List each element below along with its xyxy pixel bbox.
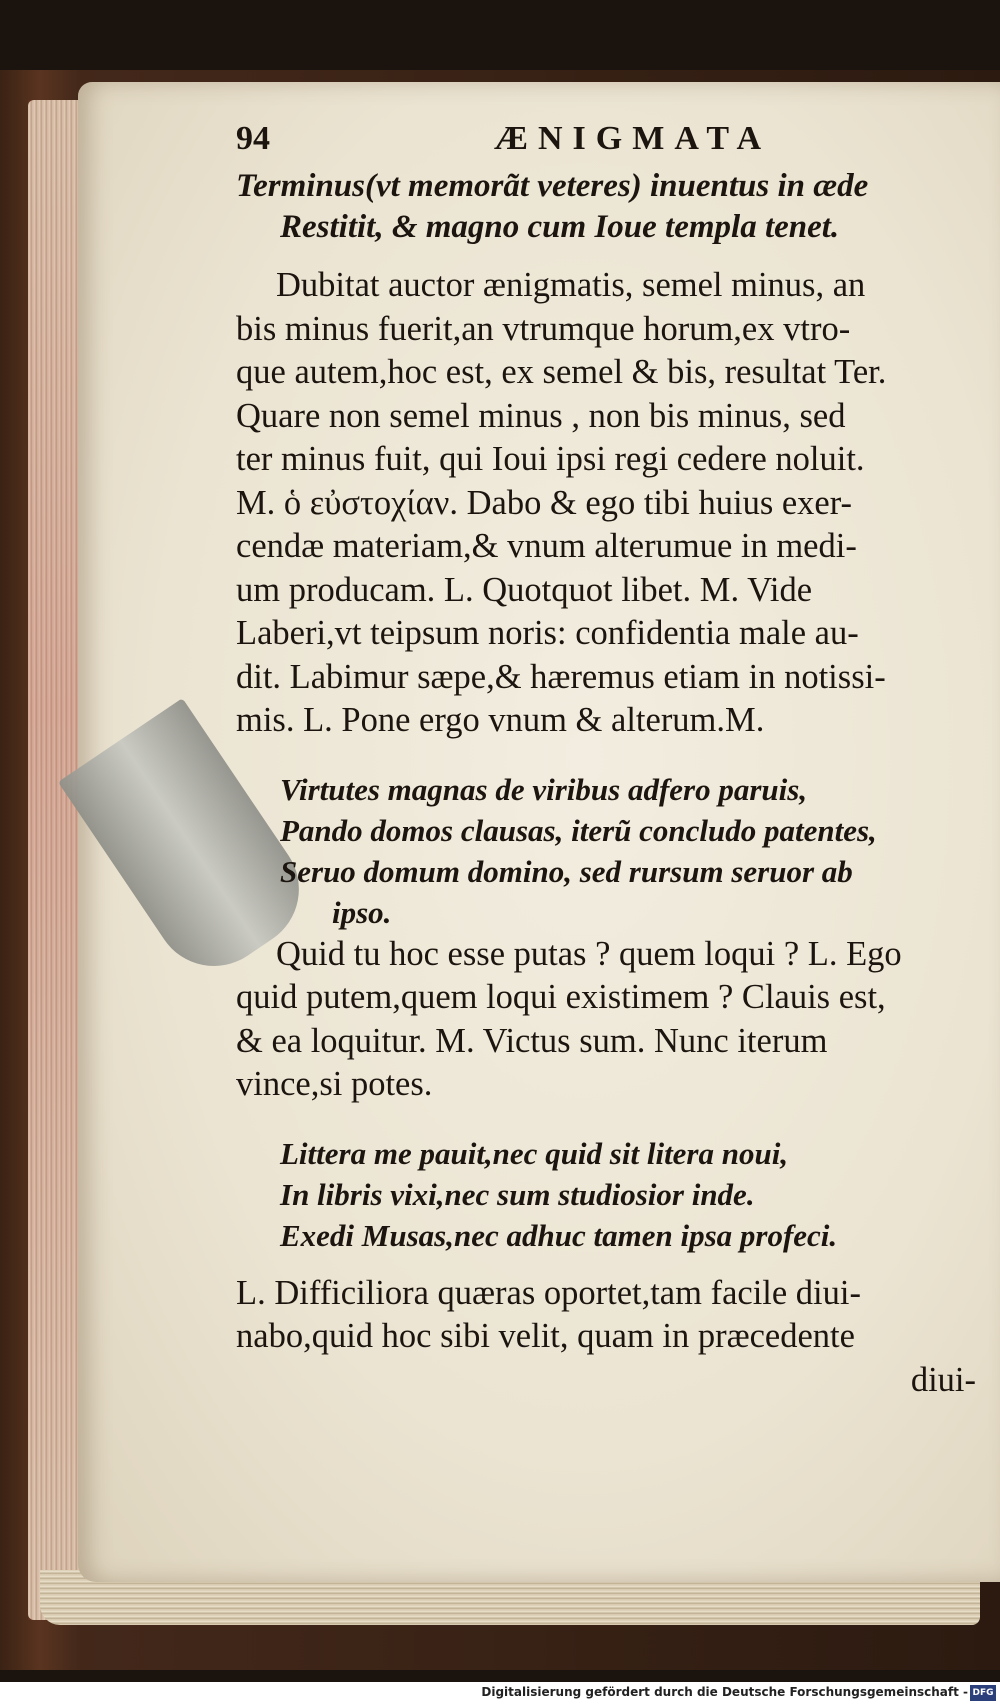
text-line: L. Difficiliora quæras oportet,tam facile diui-	[236, 1273, 861, 1312]
paragraph	[236, 1272, 976, 1403]
verse-line: Littera me pauit,nec quid sit litera noui,	[280, 1135, 789, 1171]
text-line: M. ὁ εὐστοχίαν. Dabo & ego tibi huius exer-	[236, 483, 853, 522]
verse-line: Virtutes magnas de viribus adfero paruis,	[280, 771, 808, 807]
text-line: Laberi,vt teipsum noris: confidentia male au-	[236, 614, 859, 652]
verse-line: Pando domos clausas, iterũ concludo patentes,	[280, 812, 877, 848]
verse-line: Terminus(vt memorãt veteres) inuentus in æde	[236, 168, 869, 204]
verse-line: Seruo domum domino, sed rursum seruor ab	[280, 853, 853, 889]
text-line: mis. L. Pone ergo vnum & alterum.M.	[236, 701, 765, 739]
paragraph	[236, 264, 976, 743]
verse-line: Exedi Musas,nec adhuc tamen ipsa profeci.	[280, 1217, 838, 1253]
text-line: Quare non semel minus , non bis minus, sed	[236, 396, 846, 435]
verse-line: Restitit, & magno cum Ioue templa tenet.	[280, 209, 840, 245]
page-title: ÆNIGMATA	[494, 120, 772, 157]
text-line: que autem,hoc est, ex semel & bis, resultat Ter.	[236, 353, 887, 391]
text-line: Dubitat auctor ænigmatis, semel minus, an	[276, 266, 866, 304]
text-line: quid putem,quem loqui existimem ? Clauis est,	[236, 978, 886, 1016]
dfg-logo: DFG	[970, 1685, 996, 1701]
text-line: & ea loquitur. M. Victus sum. Nunc iterum	[236, 1021, 828, 1060]
page-text	[236, 120, 976, 1402]
digitization-footer	[0, 1682, 1000, 1705]
text-line: cendæ materiam,& vnum alterumue in medi-	[236, 527, 857, 565]
text-line: um producam. L. Quotquot libet. M. Vide	[236, 570, 813, 609]
riddle-verse	[236, 1133, 976, 1256]
running-head	[236, 120, 976, 166]
text-line: Quid tu hoc esse putas ? quem loqui ? L. Ego	[276, 934, 902, 973]
verse-line: In libris vixi,nec sum studiosior inde.	[280, 1176, 755, 1212]
verse-line: ipso.	[332, 894, 392, 930]
text-line: ter minus fuit, qui Ioui ipsi regi cedere noluit.	[236, 440, 865, 478]
paragraph	[236, 933, 976, 1107]
text-line: vince,si potes.	[236, 1065, 433, 1103]
page-number: 94	[236, 120, 270, 157]
footer-credit: Digitalisierung gefördert durch die Deutsche Forschungsgemeinschaft -	[481, 1685, 968, 1699]
riddle-verse	[236, 769, 976, 933]
intro-verse	[236, 166, 976, 248]
text-line: dit. Labimur sæpe,& hæremus etiam in notissi-	[236, 657, 886, 696]
catchword: diui-	[910, 1360, 976, 1399]
text-line: bis minus fuerit,an vtrumque horum,ex vtro-	[236, 309, 851, 348]
text-line: nabo,quid hoc sibi velit, quam in præcedente	[236, 1317, 855, 1355]
